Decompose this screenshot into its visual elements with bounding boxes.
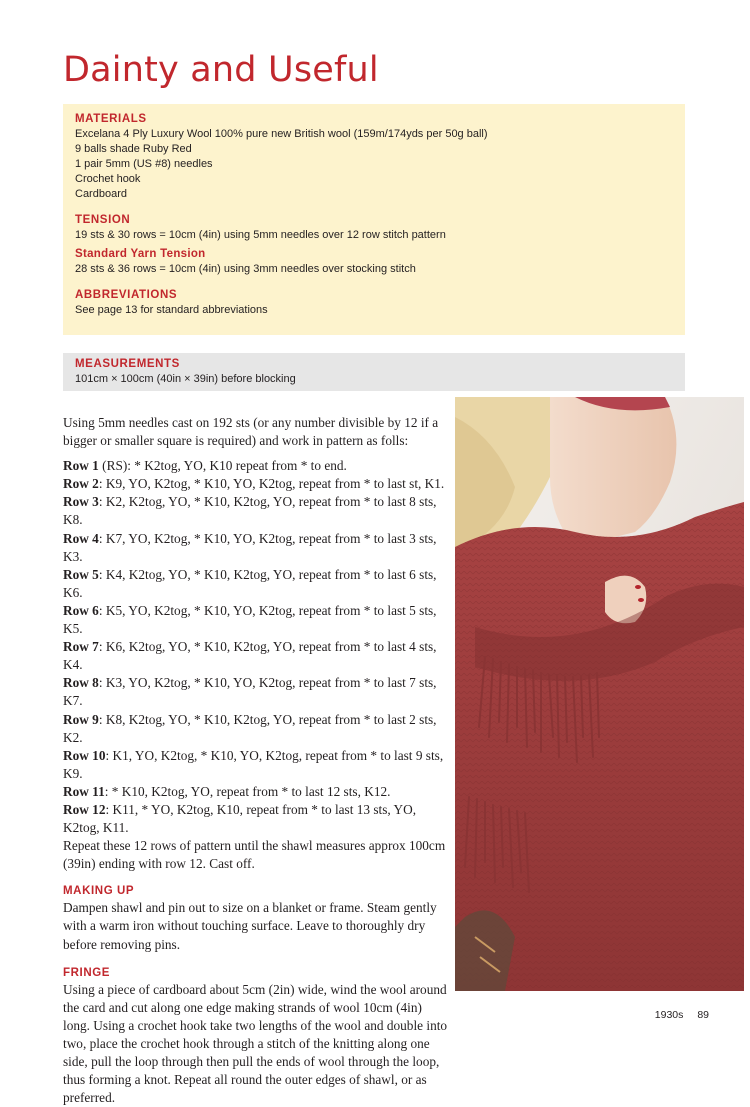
row-text: : K1, YO, K2tog, * K10, YO, K2tog, repeat from * to last 9 sts, K9. (63, 747, 444, 781)
row-label: Row 2 (63, 476, 99, 492)
materials-line: Cardboard (75, 188, 127, 200)
fringe-heading: FRINGE (63, 966, 111, 979)
making-up-text: Dampen shawl and pin out to size on a blanket or frame. Steam gently with a warm iron without touching surface. Leave to thoroughly dry before removing pins. (63, 900, 437, 952)
row-label: Row 7 (63, 639, 99, 655)
page-footer (655, 1009, 709, 1021)
row-text: (RS): * K2tog, YO, K10 repeat from * to end. (98, 458, 347, 474)
materials-heading: MATERIALS (75, 113, 147, 125)
abbreviations-heading: ABBREVIATIONS (75, 289, 178, 301)
row-label: Row 6 (63, 602, 99, 618)
materials-line: Crochet hook (75, 173, 141, 185)
row-text: : K2, K2tog, YO, * K10, K2tog, YO, repeat from * to last 8 sts, K8. (63, 494, 437, 528)
pattern-row (63, 457, 448, 475)
row-text: : K5, YO, K2tog, * K10, YO, K2tog, repeat from * to last 5 sts, K5. (63, 602, 437, 637)
materials-line: 1 pair 5mm (US #8) needles (75, 158, 213, 170)
row-label: Row 11 (63, 783, 105, 799)
pattern-row (63, 711, 448, 747)
row-text: : K11, * YO, K2tog, K10, repeat from * to last 13 sts, YO, K2tog, K11. (63, 801, 417, 836)
pattern-intro: Using 5mm needles cast on 192 sts (or any number divisible by 12 if a bigger or smaller square is required) and work in pattern as folls: (63, 415, 439, 449)
measurements-panel (63, 353, 685, 391)
row-label: Row 10 (63, 747, 106, 763)
row-label: Row 5 (63, 566, 99, 582)
row-text: : K3, YO, K2tog, * K10, YO, K2tog, repeat from * to last 7 sts, K7. (63, 675, 437, 709)
page-title: Dainty and Useful (63, 50, 379, 90)
row-text: : * K10, K2tog, YO, repeat from * to last 12 sts, K12. (104, 783, 391, 799)
pattern-row (63, 638, 448, 674)
pattern-outro: Repeat these 12 rows of pattern until the shawl measures approx 100cm (39in) ending with row 12. Cast off. (63, 838, 446, 872)
pattern-instructions (63, 414, 448, 1107)
tension-heading: TENSION (75, 214, 131, 226)
pattern-row (63, 493, 448, 529)
fringe-text: Using a piece of cardboard about 5cm (2in) wide, wind the wool around the card and cut along one edge making strands of wool 10cm (4in) long. Using a crochet hook take two lengths of the wool and double into two, place the crochet hook through a stitch of the knitting along one side, pull the loop through then pull the ends of wool through the loop, thus forming a knot. Repeat all round the outer edges of shawl, or as preferred. (63, 981, 448, 1106)
row-label: Row 9 (63, 711, 99, 727)
row-text: : K8, K2tog, YO, * K10, K2tog, YO, repeat from * to last 2 sts, K2. (63, 711, 437, 745)
tension-text: 19 sts & 30 rows = 10cm (4in) using 5mm needles over 12 row stitch pattern (75, 229, 446, 241)
row-text: : K9, YO, K2tog, * K10, YO, K2tog, repeat from * to last st, K1. (98, 476, 445, 492)
pattern-row (63, 602, 448, 638)
standard-yarn-tension-text: 28 sts & 36 rows = 10cm (4in) using 3mm needles over stocking stitch (75, 263, 416, 275)
row-text: : K7, YO, K2tog, * K10, YO, K2tog, repeat from * to last 3 sts, K3. (63, 530, 437, 564)
making-up-heading: MAKING UP (63, 885, 135, 898)
row-text: : K6, K2tog, YO, * K10, K2tog, YO, repeat from * to last 4 sts, K4. (63, 639, 437, 673)
row-label: Row 3 (63, 494, 99, 510)
page-number: 89 (697, 1009, 709, 1021)
row-label: Row 4 (63, 530, 99, 546)
row-text: : K4, K2tog, YO, * K10, K2tog, YO, repeat from * to last 6 sts, K6. (63, 566, 437, 600)
standard-yarn-tension-heading: Standard Yarn Tension (75, 248, 206, 260)
pattern-row (63, 566, 448, 602)
row-label: Row 1 (63, 458, 99, 474)
pattern-row (63, 475, 448, 493)
materials-line: 9 balls shade Ruby Red (75, 143, 192, 155)
chapter-label: 1930s (654, 1009, 684, 1021)
row-label: Row 8 (63, 675, 99, 691)
materials-line: Excelana 4 Ply Luxury Wool 100% pure new British wool (159m/174yds per 50g ball) (75, 128, 488, 140)
abbreviations-text: See page 13 for standard abbreviations (75, 304, 268, 316)
pattern-row (63, 783, 448, 801)
pattern-row (63, 801, 448, 837)
materials-panel (63, 104, 685, 335)
pattern-row (63, 747, 448, 783)
measurements-text: 101cm × 100cm (40in × 39in) before blocking (75, 373, 296, 385)
shawl-photo-illustration (455, 397, 744, 991)
row-label: Row 12 (63, 801, 106, 817)
shawl-photo (455, 397, 744, 991)
measurements-heading: MEASUREMENTS (75, 358, 180, 370)
pattern-row (63, 530, 448, 566)
pattern-row (63, 674, 448, 710)
